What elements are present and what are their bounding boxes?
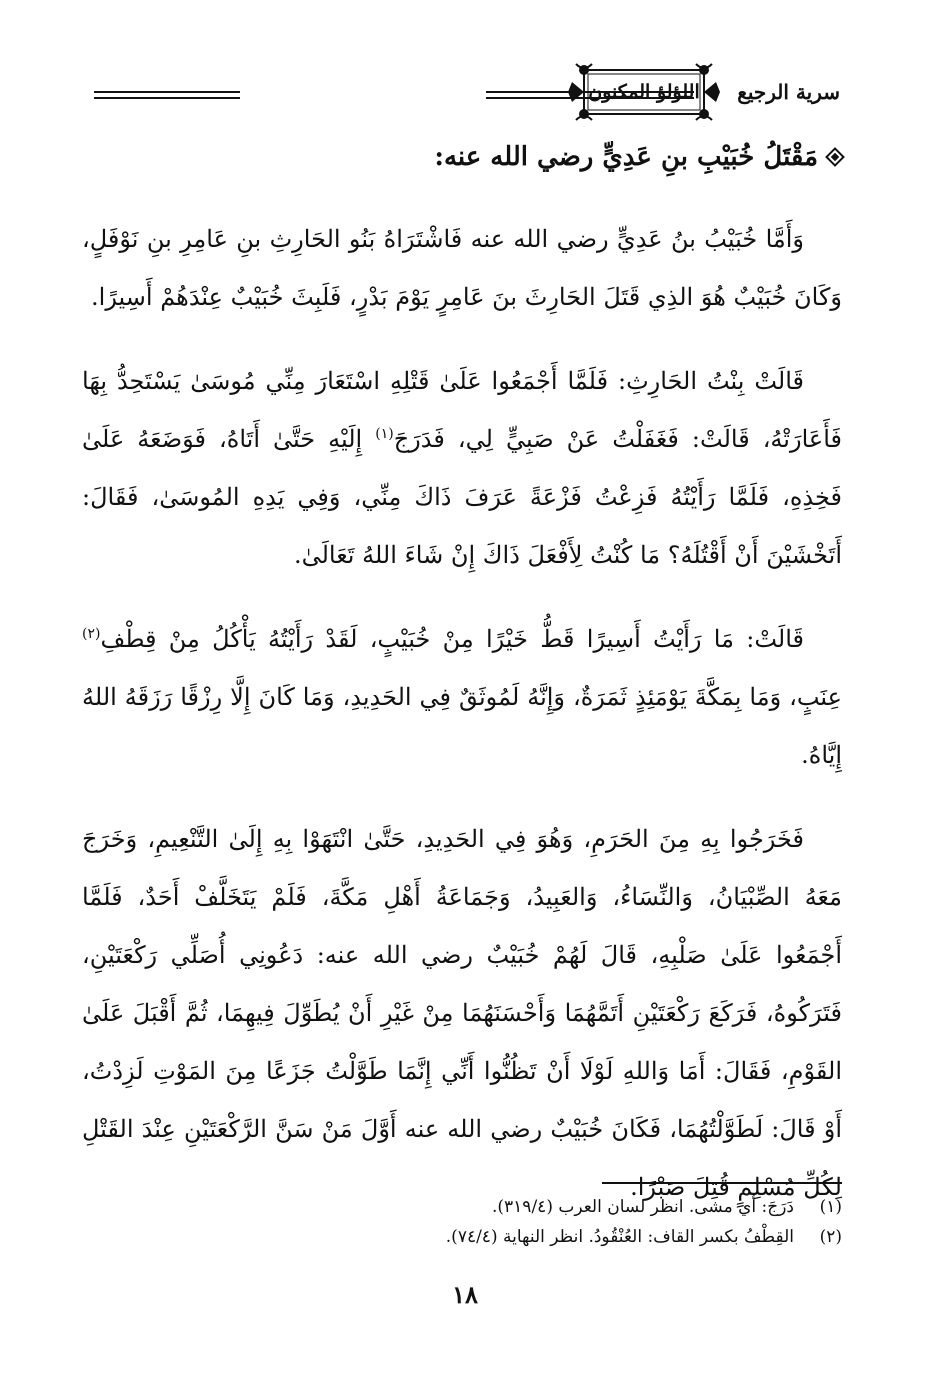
paragraph-3-part-1: قَالَتْ: مَا رَأَيْتُ أَسِيرًا قَطُّ خَيْرًا مِنْ خُبَيْبٍ، لَقَدْ رَأَيْتُهُ يَأْكُلُ مِنْ قِطْفِ <box>100 625 804 653</box>
footnote-text: القِطْفُ بكسر القاف: العُنْقُودُ. انظر النهاية (٧٤/٤). <box>445 1227 794 1247</box>
footnote-number: (١) <box>819 1197 842 1217</box>
paragraph-3-part-2: عِنَبٍ، وَمَا بِمَكَّةَ يَوْمَئِذٍ ثَمَرَةٌ، وَإِنَّهُ لَمُوثَقٌ فِي الحَدِيدِ، وَمَا كَانَ إِلَّا رِزْقًا رَزَقَهُ اللهُ إِيَّاهُ. <box>82 683 842 769</box>
section-heading-text: مَقْتَلُ خُبَيْبِ بنِ عَدِيٍّ رضي الله عنه: <box>434 142 818 172</box>
footnote-ref-2: (٢) <box>82 626 101 642</box>
running-header <box>94 58 840 128</box>
body-text <box>82 210 842 1230</box>
footnote-ref-1: (١) <box>375 426 394 442</box>
diamond-bullet-icon <box>825 147 845 167</box>
paragraph-3 <box>82 610 842 784</box>
footnote-text: دَرَجَ: أي مشى. انظر لسان العرب (٣١٩/٤). <box>492 1197 794 1217</box>
footnotes <box>82 1192 842 1252</box>
paragraph-1: وَأَمَّا خُبَيْبُ بنُ عَدِيٍّ رضي الله عنه فَاشْتَرَاهُ بَنُو الحَارِثِ بنِ عَامِرِ بنِ نَوْفَلٍ، وَكَانَ خُبَيْبٌ هُوَ الذِي قَتَلَ الحَارِثَ بنَ عَامِرٍ يَوْمَ بَدْرٍ، فَلَبِثَ خُبَيْبٌ عِنْدَهُمْ أَسِيرًا. <box>82 225 842 311</box>
paragraph-2 <box>82 352 842 584</box>
footnote-1 <box>82 1192 842 1222</box>
paragraph-4: فَخَرَجُوا بِهِ مِنَ الحَرَمِ، وَهُوَ فِي الحَدِيدِ، حَتَّىٰ انْتَهَوْا بِهِ إِلَىٰ التَّنْعِيمِ، وَخَرَجَ مَعَهُ الصِّبْيَانُ، وَالنِّسَاءُ، وَالعَبِيدُ، وَجَمَاعَةُ أَهْلِ مَكَّةَ، فَلَمْ يَتَخَلَّفْ أَحَدٌ، فَلَمَّا أَجْمَعُوا عَلَىٰ صَلْبِهِ، قَالَ لَهُمْ خُبَيْبٌ رضي الله عنه: دَعُونِي أُصَلِّي رَكْعَتَيْنِ، فَتَرَكُوهُ، فَرَكَعَ رَكْعَتَيْنِ أَتَمَّهُمَا وَأَحْسَنَهُمَا مِنْ غَيْرِ أَنْ يُطَوِّلَ فِيهِمَا، ثُمَّ أَقْبَلَ عَلَىٰ القَوْمِ، فَقَالَ: أَمَا وَاللهِ لَوْلَا أَنْ تَظُنُّوا أَنِّي إِنَّمَا طَوَّلْتُ جَزَعًا مِنَ المَوْتِ لَزِدْتُ، أَوْ قَالَ: لَطَوَّلْتُهُمَا، فَكَانَ خُبَيْبٌ رضي الله عنه أَوَّلَ مَنْ سَنَّ الرَّكْعَتَيْنِ عِنْدَ القَتْلِ لِكُلِّ مُسْلِمٍ قُتِلَ صَبْرًا. <box>82 825 842 1201</box>
paragraph-2-part-1: قَالَتْ بِنْتُ الحَارِثِ: فَلَمَّا أَجْمَعُوا عَلَىٰ قَتْلِهِ اسْتَعَارَ مِنِّي مُوسَىٰ يَسْتَحِدُّ بِهَا فَأَعَارَتْهُ، قَالَتْ: فَغَفَلْتُ عَنْ صَبِيٍّ لِي، فَدَرَجَ <box>82 367 842 453</box>
footnote-divider <box>602 1182 842 1184</box>
book-title: اللؤلؤ المكنون <box>588 81 700 103</box>
footnote-2 <box>82 1222 842 1252</box>
page-number: ١٨ <box>452 1280 478 1309</box>
book-title-ornament <box>584 68 704 116</box>
paragraph-2-part-2: إِلَيْهِ حَتَّىٰ أَتَاهُ، فَوَضَعَهُ عَلَىٰ فَخِذِهِ، فَلَمَّا رَأَيْتُهُ فَزِعْتُ فَزْعَةً عَرَفَ ذَاكَ مِنِّي، وَفِي يَدِهِ المُوسَىٰ، فَقَالَ: أَتَخْشَيْنَ أَنْ أَقْتُلَهُ؟ مَا كُنْتُ لِأَفْعَلَ ذَاكَ إِنْ شَاءَ اللهُ تَعَالَىٰ. <box>82 425 842 569</box>
header-rule-left <box>94 91 240 99</box>
section-heading <box>434 142 842 172</box>
chapter-title: سرية الرجيع <box>737 80 840 104</box>
footnote-number: (٢) <box>819 1227 842 1247</box>
